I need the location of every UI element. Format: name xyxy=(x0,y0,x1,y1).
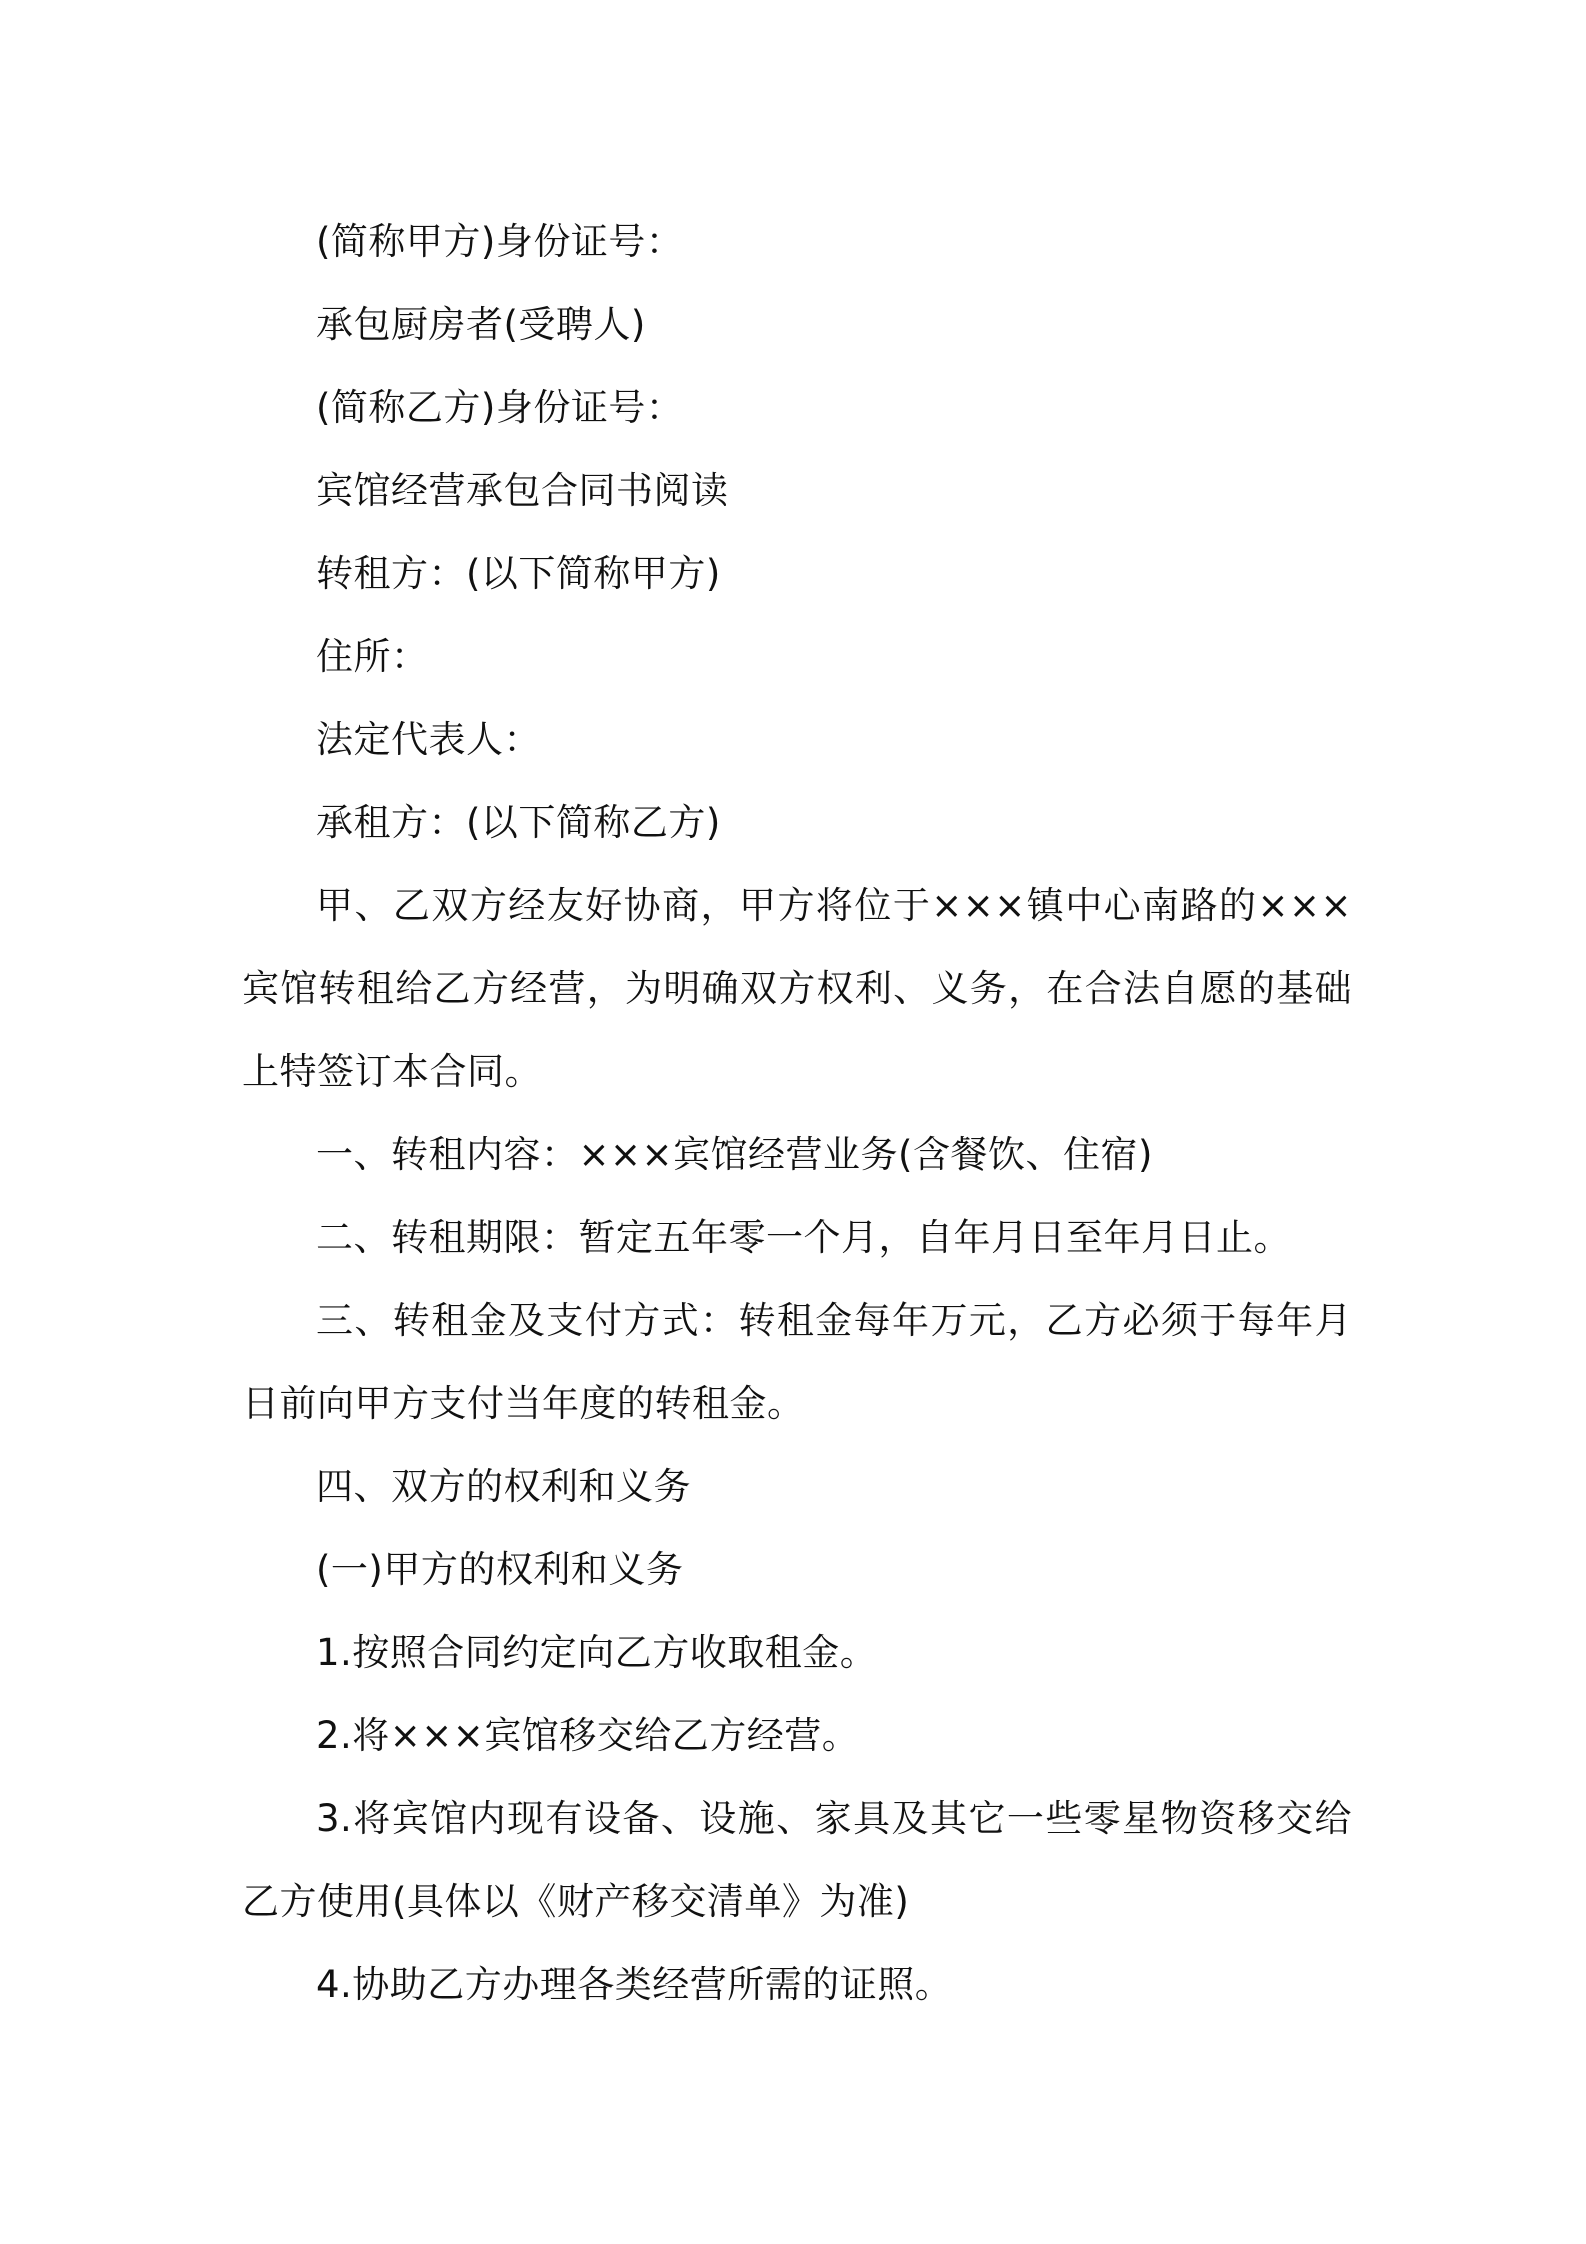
paragraph-clause-2: 二、转租期限：暂定五年零一个月，自年月日至年月日止。 xyxy=(316,1216,1291,1259)
paragraph-party-b-id: (简称乙方)身份证号： xyxy=(316,386,684,429)
paragraph-clause-4: 四、双方的权利和义务 xyxy=(316,1465,691,1508)
paragraph-kitchen-contractor: 承包厨房者(受聘人) xyxy=(316,303,646,346)
paragraph-subclause-a: (一)甲方的权利和义务 xyxy=(316,1548,684,1591)
paragraph-clause-3: 三、转租金及支付方式：转租金每年万元，乙方必须于每年月日前向甲方支付当年度的转租金。 xyxy=(242,1299,1352,1425)
paragraph-lessee: 承租方：(以下简称乙方) xyxy=(316,801,721,844)
paragraph-address: 住所： xyxy=(316,635,429,678)
paragraph-contract-title: 宾馆经营承包合同书阅读 xyxy=(316,469,729,512)
paragraph-item-2: 2.将×××宾馆移交给乙方经营。 xyxy=(316,1714,860,1757)
paragraph-party-a-id: (简称甲方)身份证号： xyxy=(316,220,684,263)
document-body xyxy=(242,200,1352,2026)
paragraph-legal-representative: 法定代表人： xyxy=(316,718,541,761)
paragraph-item-1: 1.按照合同约定向乙方收取租金。 xyxy=(316,1631,878,1674)
paragraph-item-4: 4.协助乙方办理各类经营所需的证照。 xyxy=(316,1963,953,2006)
paragraph-clause-1: 一、转租内容：×××宾馆经营业务(含餐饮、住宿) xyxy=(316,1133,1153,1176)
paragraph-preamble: 甲、乙双方经友好协商，甲方将位于×××镇中心南路的×××宾馆转租给乙方经营，为明确双方权利、义务，在合法自愿的基础上特签订本合同。 xyxy=(242,884,1352,1093)
paragraph-sublessor: 转租方：(以下简称甲方) xyxy=(316,552,721,595)
paragraph-item-3: 3.将宾馆内现有设备、设施、家具及其它一些零星物资移交给乙方使用(具体以《财产移交清单》为准) xyxy=(242,1797,1352,1923)
